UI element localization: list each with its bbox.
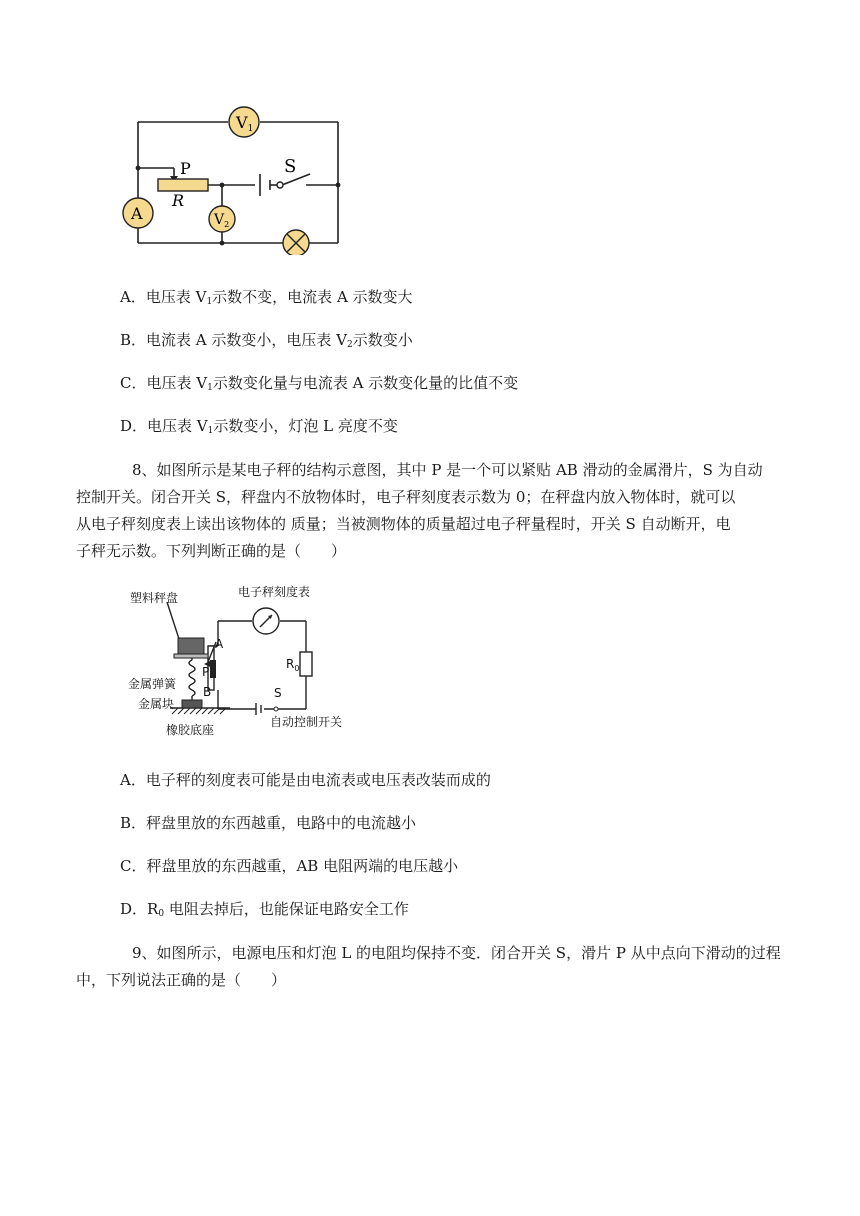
q8-line: 从电子秤刻度表上读出该物体的 质量；当被测物体的质量超过电子秤量程时，开关 S 自动断开，电	[76, 515, 731, 533]
q9-line: 中，下列说法正确的是（ ）	[76, 971, 287, 989]
svg-text:S: S	[274, 686, 282, 700]
electronic-scale-figure-q8	[120, 580, 410, 745]
switch-label: S	[284, 156, 297, 177]
q8-line: 控制开关。闭合开关 S，秤盘内不放物体时，电子秤刻度表示数为 0；在秤盘内放入物体时，就可以	[76, 488, 736, 506]
q7-option-a: A．电压表 $V_1$示数不变，电流表 A 示数变大	[120, 288, 413, 307]
q9-line: 9、如图所示，电源电压和灯泡 L 的电阻均保持不变．闭合开关 S，滑片 P 从中点向下滑动的过程	[132, 944, 781, 962]
q7-option-d: D．电压表 $V_1$示数变小，灯泡 L 亮度不变	[120, 417, 398, 436]
resistor	[158, 179, 208, 191]
q8-line: 子秤无示数。下列判断正确的是（ ）	[76, 542, 347, 560]
svg-text:塑料秤盘: 塑料秤盘	[130, 591, 179, 605]
q8-question-text	[76, 457, 806, 565]
plastic-pan	[178, 638, 204, 654]
circuit-figure-q7	[110, 100, 360, 255]
slider-label: P	[180, 159, 191, 178]
q9-question-text	[76, 940, 806, 994]
svg-text:电子秤刻度表: 电子秤刻度表	[238, 585, 311, 599]
q8-option-d: D．$R_0$ 电阻去掉后，也能保证电路安全工作	[120, 900, 409, 919]
q8-line: 8、如图所示是某电子秤的结构示意图，其中 P 是一个可以紧贴 AB 滑动的金属滑片，S 为自动	[132, 461, 763, 479]
q8-option-a: A．电子秤的刻度表可能是由电流表或电压表改装而成的	[120, 771, 491, 789]
resistor-r0	[300, 652, 312, 676]
resistor-label: R	[172, 191, 185, 210]
svg-text:P: P	[202, 665, 210, 679]
metal-block	[182, 700, 202, 708]
svg-text:B: B	[203, 685, 212, 699]
q8-option-b: B．秤盘里放的东西越重，电路中的电流越小	[120, 814, 417, 832]
v2-label: $V_2$	[214, 212, 230, 229]
svg-text:R0: $R_0$	[286, 657, 300, 673]
svg-text:金属块: 金属块	[138, 697, 175, 711]
v1-label: V1	[236, 113, 254, 134]
q8-option-c: C．秤盘里放的东西越重，AB 电阻两端的电压越小	[120, 857, 459, 875]
ammeter-label: A	[131, 204, 143, 223]
svg-text:A: A	[215, 637, 224, 651]
svg-text:橡胶底座: 橡胶底座	[166, 723, 215, 737]
q7-option-c: C．电压表 $V_1$示数变化量与电流表 A 示数变化量的比值不变	[120, 374, 519, 393]
svg-text:自动控制开关: 自动控制开关	[270, 715, 343, 729]
q7-option-b: B．电流表 A 示数变小，电压表 $V_2$示数变小	[120, 331, 413, 350]
svg-text:金属弹簧: 金属弹簧	[128, 677, 177, 691]
